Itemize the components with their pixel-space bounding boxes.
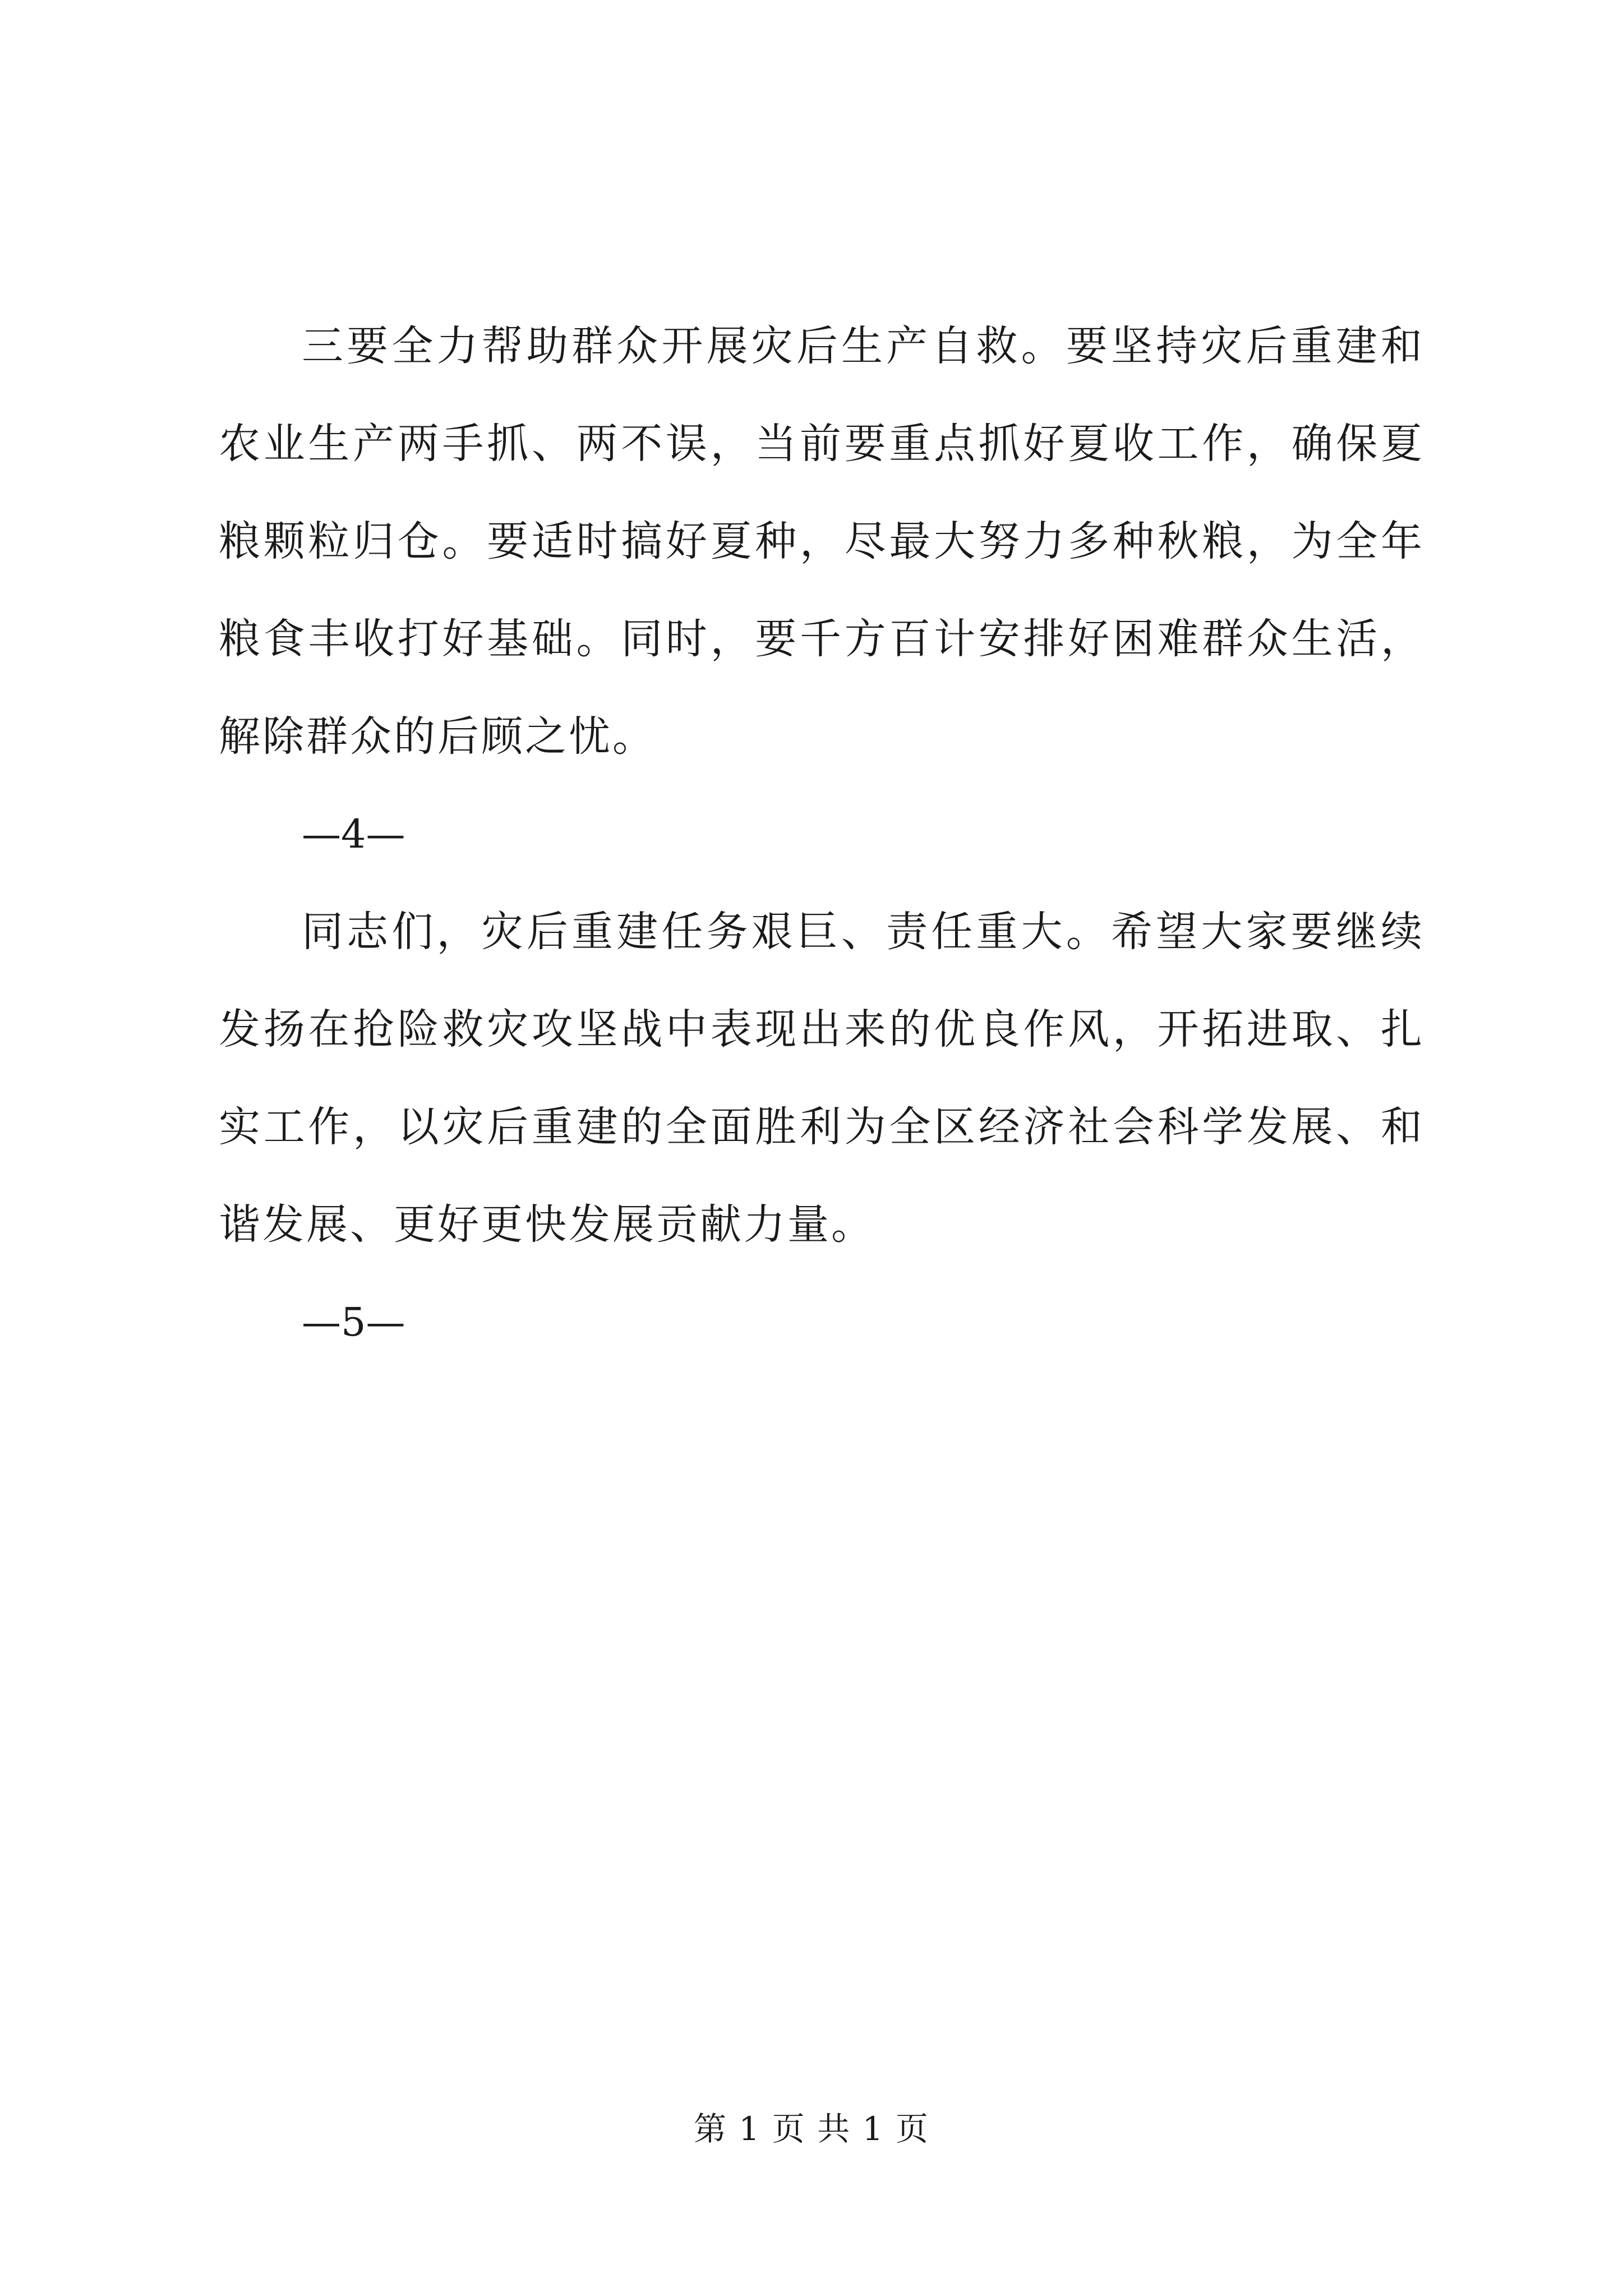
page-number-mark: —4—	[302, 811, 405, 857]
page-number-mark: —5—	[302, 1299, 405, 1345]
document-body	[219, 297, 1424, 1371]
paragraph: 三要全力帮助群众开展灾后生产自救。要坚持灾后重建和农业生产两手抓、两不误，当前要重点抓好夏收工作，确保夏粮颗粒归仓。要适时搞好夏种，尽最大努力多种秋粮，为全年粮食丰收打好基础。同时，要千方百计安排好困难群众生活，解除群众的后顾之忧。	[219, 322, 1424, 761]
page-footer: 第 1 页 共 1 页	[694, 2110, 929, 2148]
paragraph: 同志们，灾后重建任务艰巨、责任重大。希望大家要继续发扬在抢险救灾攻坚战中表现出来的优良作风，开拓进取、扎实工作，以灾后重建的全面胜利为全区经济社会科学发展、和谐发展、更好更快发展贡献力量。	[219, 908, 1424, 1249]
